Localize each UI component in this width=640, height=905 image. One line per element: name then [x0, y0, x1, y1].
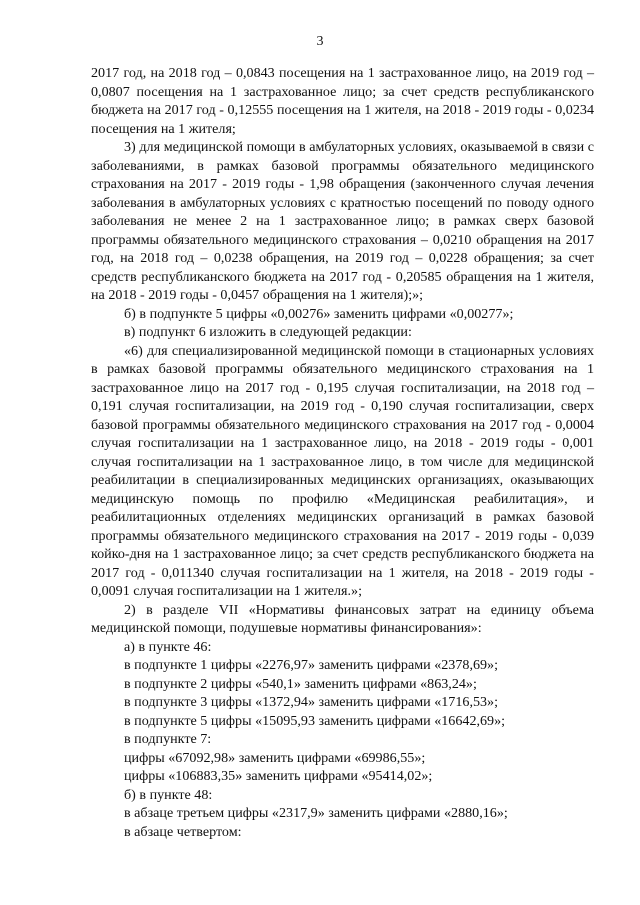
list-item: цифры «106883,35» заменить цифрами «95414,02»;	[124, 768, 433, 784]
list-item: в абзаце четвертом:	[124, 823, 242, 840]
paragraph-item-b: б) в подпункте 5 цифры «0,00276» заменить цифрами «0,00277»;	[124, 305, 514, 322]
list-item: в подпункте 5 цифры «15095,93 заменить цифрами «16642,69»;	[124, 712, 506, 729]
list-item: б) в пункте 48:	[124, 786, 213, 803]
paragraph-subitem-6: «6) для специализированной медицинской помощи в стационарных условиях в рамках базовой программы обязательного медицинского страхования на 1 застрахованное лицо на 2017 год - 0,195 случая госпитализации, на 2018 год – 0,191 случая госпитализации, на 2019 год - 0,190 случая госпитализации, сверх базовой программы обязательного медицинского страхования на 2017 год - 0,0004 случая госпитализации на 1 застрахованное лицо, на 2018 - 2019 годы - 0,001 случая госпитализации на 1 застрахованное лицо, в том числе для медицинской реабилитации в специализированных медицинских организациях, оказывающих медицинскую помощь по профилю «Медицинская реабилитация», и реабилитационных отделениях медицинских организаций в рамках базовой программы обязательного медицинского страхования на 2017 - 2019 годы - 0,039 койко-дня на 1 застрахованное лицо; за счет средств республиканского бюджета на 2017 год - 0,011340 случая госпитализации на 1 жителя, на 2018 - 2019 годы - 0,0091 случая госпитализации на 1 жителя.»;	[91, 342, 594, 599]
list-item: в абзаце третьем цифры «2317,9» заменить цифрами «2880,16»;	[124, 805, 508, 821]
paragraph-item-v: в) подпункт 6 изложить в следующей редакции:	[124, 324, 412, 340]
list-item: в подпункте 7:	[124, 731, 212, 747]
paragraph-item-2: 2) в разделе VII «Нормативы финансовых затрат на единицу объема медицинской помощи, подушевые нормативы финансирования»:	[91, 601, 594, 636]
list-item: цифры «67092,98» заменить цифрами «69986,55»;	[124, 749, 426, 766]
paragraph-item-3: 3) для медицинской помощи в амбулаторных условиях, оказываемой в связи с заболеваниями, в рамках базовой программы обязательного медицинского страхования на 2017 - 2019 годы - 1,98 обращения (законченного случая лечения заболевания в амбулаторных условиях с кратностью посещений по поводу одного заболевания не менее 2 на 1 застрахованное лицо; в рамках сверх базовой программы обязательного медицинского страхования – 0,0210 обращения на 2017 год, на 2018 год – 0,0238 обращения, на 2019 год – 0,0228 обращения; за счет средств республиканского бюджета на 2017 год - 0,20585 обращения на 1 жителя, на 2018 - 2019 годы - 0,0457 обращения на 1 жителя);»;	[91, 139, 594, 303]
list-item: в подпункте 1 цифры «2276,97» заменить цифрами «2378,69»;	[124, 657, 499, 673]
list-item: а) в пункте 46:	[124, 638, 212, 655]
document-body	[91, 64, 594, 841]
paragraph-continuation: 2017 год, на 2018 год – 0,0843 посещения на 1 застрахованное лицо, на 2019 год – 0,0807 посещения на 1 застрахованное лицо; за счет средств республиканского бюджета на 2017 год - 0,12555 посещения на 1 жителя, на 2018 - 2019 годы - 0,0234 посещения на 1 жителя;	[91, 65, 594, 137]
page-number: 3	[316, 34, 324, 49]
list-item: в подпункте 2 цифры «540,1» заменить цифрами «863,24»;	[124, 675, 477, 692]
list-item: в подпункте 3 цифры «1372,94» заменить цифрами «1716,53»;	[124, 694, 499, 710]
